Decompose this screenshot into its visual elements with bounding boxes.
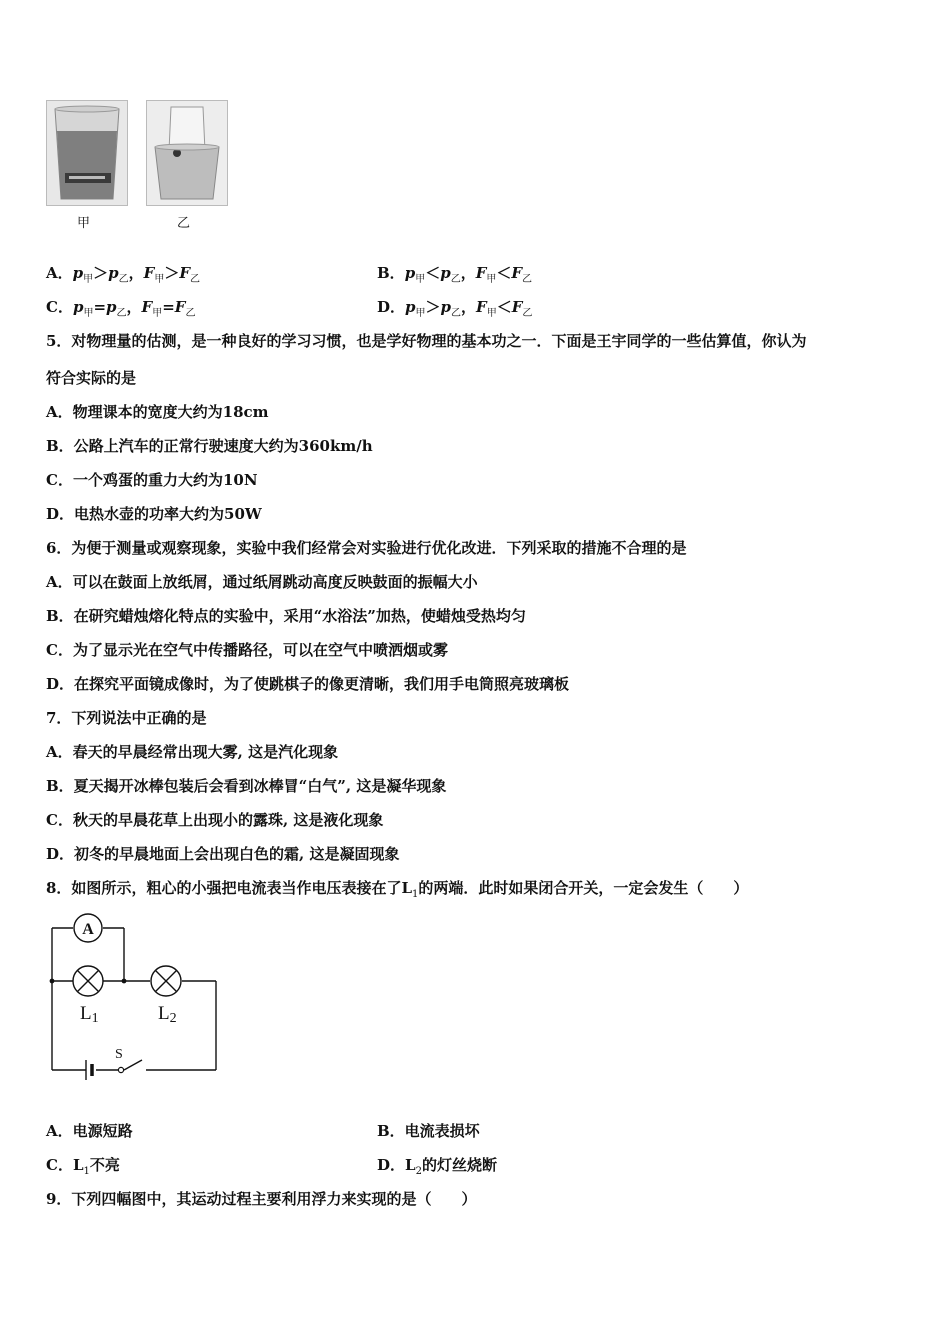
q5-option-d[interactable]: D．电热水壶的功率大约为50W [46,505,262,523]
q7-option-a[interactable]: A．春天的早晨经常出现大雾, 这是汽化现象 [46,743,339,761]
q7-stem: 7．下列说法中正确的是 [46,709,207,727]
q4-option-d[interactable]: D．$p_甲>p_乙$，$F_甲<F_乙$ [377,298,533,319]
junction-middle [122,979,127,984]
lamp-l1-symbol [73,966,103,996]
q6-option-c[interactable]: C．为了显示光在空气中传播路径，可以在空气中喷洒烟或雾 [46,641,448,659]
figure-label-jia: 甲 [77,216,91,231]
q8-option-b[interactable]: B．电流表损坏 [377,1122,480,1140]
q5-stem-line1: 5．对物理量的估测，是一种良好的学习习惯，也是学好物理的基本功之一．下面是王宇同学的一些估算值，你认为 [46,332,807,350]
q7-option-d[interactable]: D．初冬的早晨地面上会出现白色的霜, 这是凝固现象 [46,845,400,863]
q6-option-b[interactable]: B．在研究蜡烛熔化特点的实验中，采用“水浴法”加热，使蜡烛受热均匀 [46,607,526,625]
q4-option-a[interactable]: A．$p_甲>p_乙$，$F_甲>F_乙$ [46,264,200,285]
q8-stem: 8．如图所示，粗心的小强把电流表当作电压表接在了$L_1$的两端．此时如果闭合开关，一定会发生（ ） [46,879,749,900]
junction-left [50,979,55,984]
q5-option-a[interactable]: A．物理课本的宽度大约为18cm [46,403,269,421]
q6-stem: 6．为便于测量或观察现象，实验中我们经常会对实验进行优化改进．下列采取的措施不合理的是 [46,539,687,557]
beaker-jia-graphic [47,101,127,205]
lamp-l1-label: L1 [80,1003,99,1026]
switch-label: S [115,1047,123,1062]
beaker-yi-graphic [147,101,227,205]
beaker-photo-yi [146,100,228,206]
q5-option-b[interactable]: B．公路上汽车的正常行驶速度大约为360km/h [46,437,373,455]
ammeter-label: A [82,921,94,938]
switch-symbol [118,1067,123,1072]
q4-option-b[interactable]: B．$p_甲<p_乙$，$F_甲<F_乙$ [377,264,533,285]
q7-option-b[interactable]: B．夏天揭开冰棒包装后会看到冰棒冒“白气”, 这是凝华现象 [46,777,447,795]
q5-option-c[interactable]: C．一个鸡蛋的重力大约为10N [46,471,258,489]
q9-stem: 9．下列四幅图中，其运动过程主要利用浮力来实现的是（ ） [46,1190,477,1208]
q8-option-a[interactable]: A．电源短路 [46,1122,133,1140]
q4-option-c[interactable]: C．$p_甲=p_乙$，$F_甲=F_乙$ [46,298,196,319]
q8-option-d[interactable]: D．$L_2$的灯丝烧断 [377,1156,497,1177]
lamp-l2-symbol [151,966,181,996]
q5-stem-line2: 符合实际的是 [46,369,137,387]
q6-option-d[interactable]: D．在探究平面镜成像时，为了使跳棋子的像更清晰，我们用手电筒照亮玻璃板 [46,675,570,693]
figure-label-yi: 乙 [177,216,191,231]
q8-option-c[interactable]: C．$L_1$不亮 [46,1156,120,1177]
circuit-diagram [40,905,230,1090]
lamp-l2-label: L2 [158,1003,177,1026]
beaker-photo-jia [46,100,128,206]
battery-symbol [86,1060,92,1080]
ammeter-symbol [74,914,102,942]
q7-option-c[interactable]: C．秋天的早晨花草上出现小的露珠, 这是液化现象 [46,811,384,829]
q6-option-a[interactable]: A．可以在鼓面上放纸屑，通过纸屑跳动高度反映鼓面的振幅大小 [46,573,478,591]
